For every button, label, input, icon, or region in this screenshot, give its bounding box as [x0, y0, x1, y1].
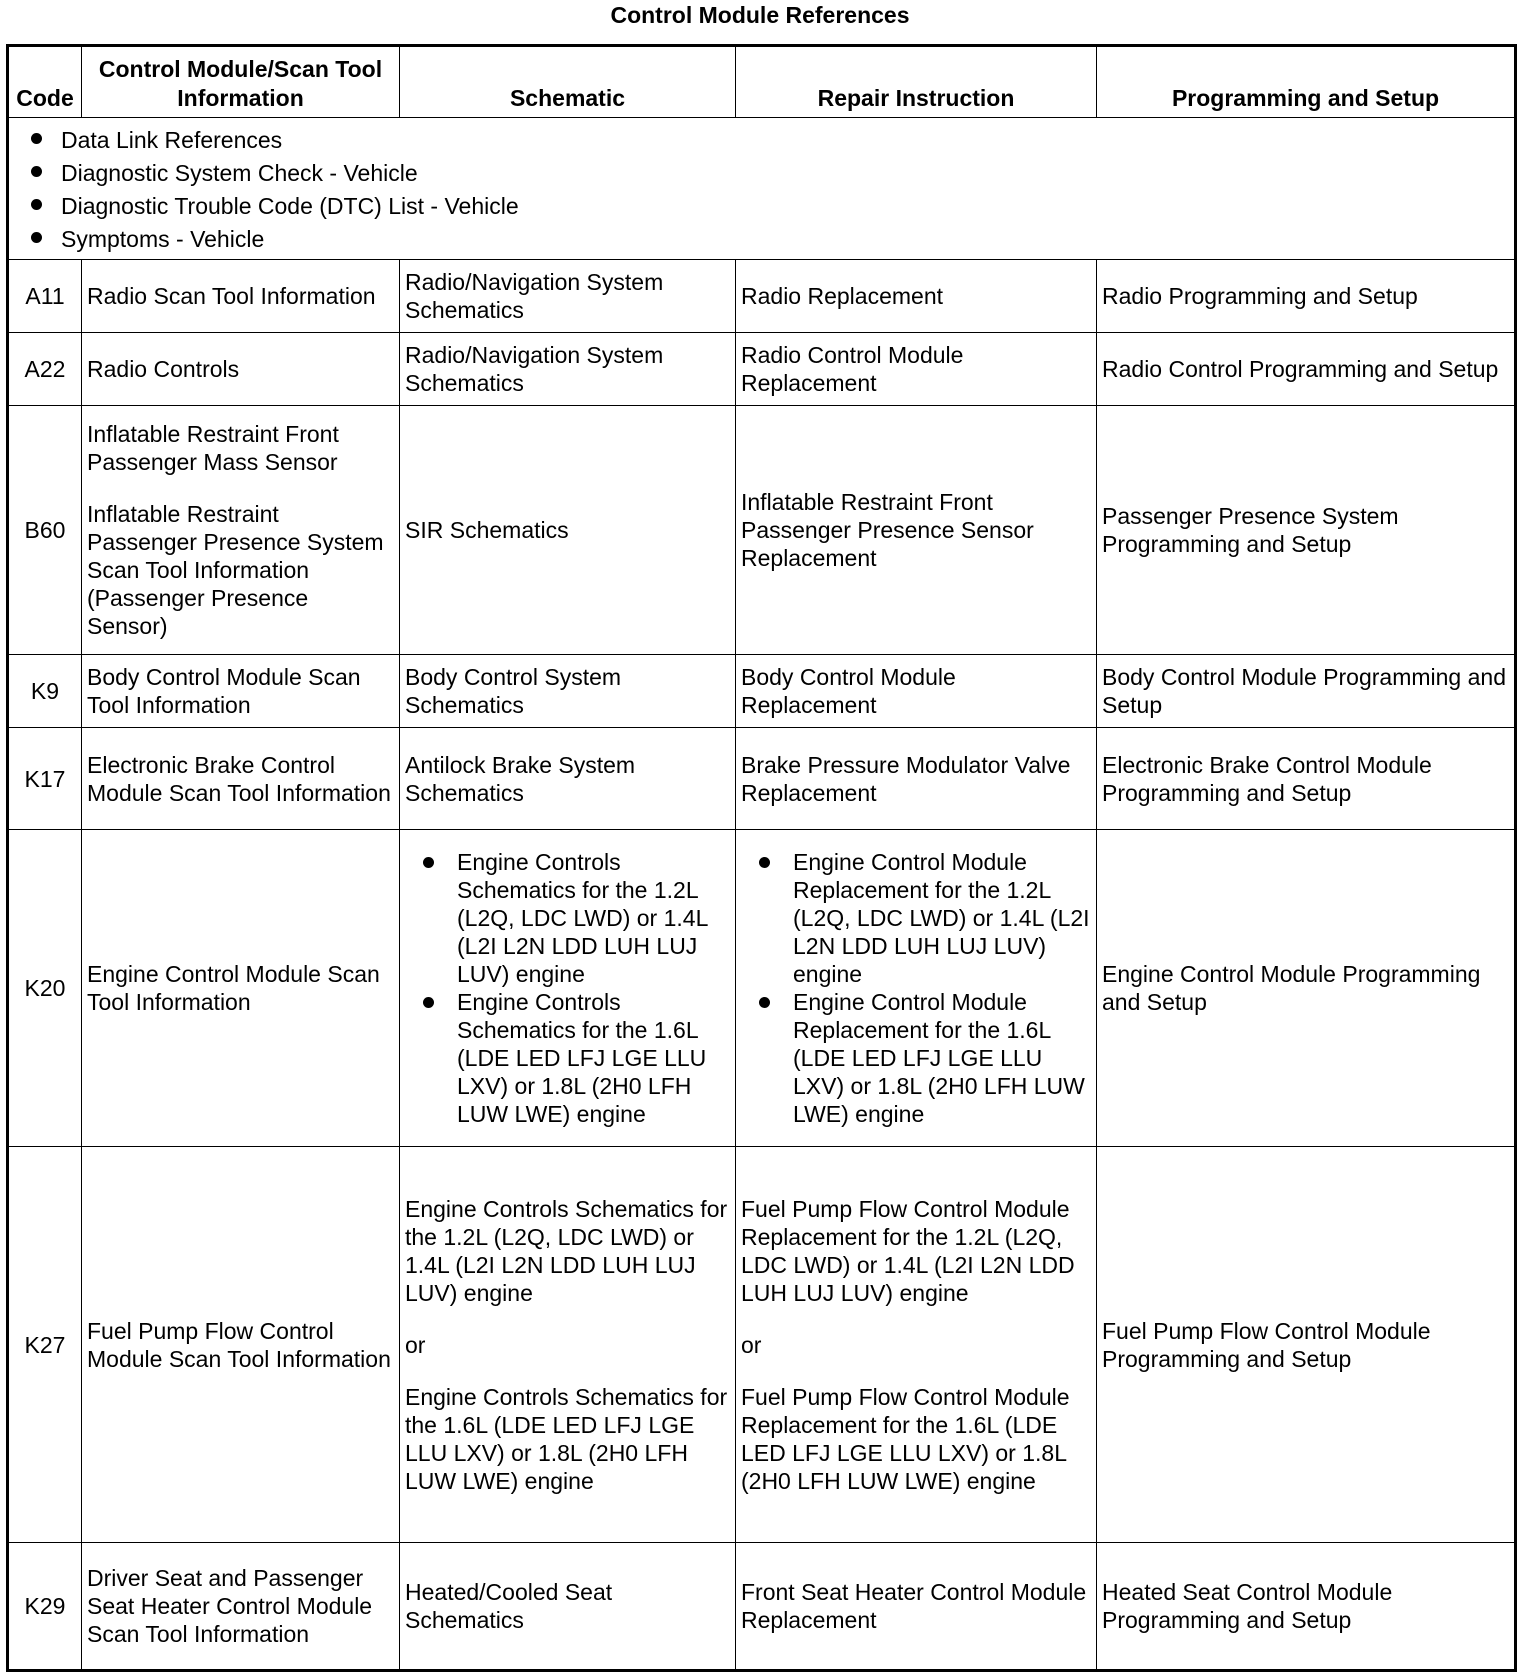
- programming-cell[interactable]: Radio Control Programming and Setup: [1097, 333, 1516, 406]
- programming-cell[interactable]: Engine Control Module Programming and Setup: [1097, 830, 1516, 1147]
- table-row: [8, 728, 1516, 830]
- table-row: [8, 1543, 1516, 1671]
- module-entry[interactable]: Inflatable Restraint Front Passenger Mass Sensor: [87, 421, 339, 475]
- control-module-references-table: [6, 44, 1517, 1672]
- list-item[interactable]: Engine Controls Schematics for the 1.2L (L2Q, LDC LWD) or 1.4L (L2I L2N LDD LUH LUJ LUV) engine: [405, 848, 733, 988]
- row-code: A22: [8, 333, 82, 406]
- row-code: A11: [8, 260, 82, 333]
- module-cell[interactable]: Radio Controls: [82, 333, 400, 406]
- repair-option[interactable]: Fuel Pump Flow Control Module Replacement for the 1.2L (L2Q, LDC LWD) or 1.4L (L2I L2N LDD LUH LUJ LUV) engine: [741, 1195, 1075, 1306]
- programming-cell[interactable]: Heated Seat Control Module Programming and Setup: [1097, 1543, 1516, 1671]
- list-item[interactable]: Data Link References: [9, 124, 1514, 157]
- module-cell[interactable]: Electronic Brake Control Module Scan Tool Information: [82, 728, 400, 830]
- or-label: or: [741, 1331, 762, 1358]
- schematic-cell[interactable]: Radio/Navigation System Schematics: [400, 333, 736, 406]
- list-item[interactable]: Engine Control Module Replacement for the 1.6L (LDE LED LFJ LGE LLU LXV) or 1.8L (2H0 LFH LUW LWE) engine: [741, 988, 1094, 1128]
- repair-cell[interactable]: Radio Control Module Replacement: [736, 333, 1097, 406]
- row-code: K20: [8, 830, 82, 1147]
- repair-cell[interactable]: Inflatable Restraint Front Passenger Presence Sensor Replacement: [736, 406, 1097, 655]
- row-code: K9: [8, 655, 82, 728]
- header-programming: Programming and Setup: [1097, 46, 1516, 118]
- schematic-option[interactable]: Engine Controls Schematics for the 1.6L (LDE LED LFJ LGE LLU LXV) or 1.8L (2H0 LFH LUW LWE) engine: [405, 1383, 728, 1494]
- list-item[interactable]: Symptoms - Vehicle: [9, 223, 1514, 256]
- general-references-list: [9, 124, 1514, 256]
- module-cell[interactable]: Radio Scan Tool Information: [82, 260, 400, 333]
- list-item[interactable]: Diagnostic Trouble Code (DTC) List - Vehicle: [9, 190, 1514, 223]
- schematic-cell[interactable]: Antilock Brake System Schematics: [400, 728, 736, 830]
- module-cell[interactable]: Body Control Module Scan Tool Information: [82, 655, 400, 728]
- schematic-cell: [400, 830, 736, 1147]
- programming-cell[interactable]: Electronic Brake Control Module Programming and Setup: [1097, 728, 1516, 830]
- or-label: or: [405, 1331, 426, 1358]
- header-row: [8, 46, 1516, 118]
- page-title: Control Module References: [610, 2, 910, 28]
- table-row: [8, 406, 1516, 655]
- schematic-option[interactable]: Engine Controls Schematics for the 1.2L (L2Q, LDC LWD) or 1.4L (L2I L2N LDD LUH LUJ LUV) engine: [405, 1195, 728, 1306]
- row-code: B60: [8, 406, 82, 655]
- schematic-cell[interactable]: SIR Schematics: [400, 406, 736, 655]
- table-row: [8, 333, 1516, 406]
- row-code: K27: [8, 1147, 82, 1543]
- module-cell: [82, 406, 400, 655]
- schematic-list: [405, 848, 733, 1128]
- table-row: [8, 260, 1516, 333]
- module-cell[interactable]: Fuel Pump Flow Control Module Scan Tool Information: [82, 1147, 400, 1543]
- programming-cell[interactable]: Passenger Presence System Programming and Setup: [1097, 406, 1516, 655]
- repair-cell[interactable]: Radio Replacement: [736, 260, 1097, 333]
- list-item[interactable]: Engine Control Module Replacement for the 1.2L (L2Q, LDC LWD) or 1.4L (L2I L2N LDD LUH LUJ LUV) engine: [741, 848, 1094, 988]
- table-row: [8, 655, 1516, 728]
- header-module: Control Module/Scan Tool Information: [82, 46, 400, 118]
- general-references-row: [8, 118, 1516, 260]
- row-code: K17: [8, 728, 82, 830]
- programming-cell[interactable]: Fuel Pump Flow Control Module Programming and Setup: [1097, 1147, 1516, 1543]
- row-code: K29: [8, 1543, 82, 1671]
- module-entry[interactable]: Inflatable Restraint Passenger Presence System Scan Tool Information (Passenger Presence Sensor): [87, 501, 384, 639]
- module-cell[interactable]: Engine Control Module Scan Tool Information: [82, 830, 400, 1147]
- module-cell[interactable]: Driver Seat and Passenger Seat Heater Control Module Scan Tool Information: [82, 1543, 400, 1671]
- repair-option[interactable]: Fuel Pump Flow Control Module Replacement for the 1.6L (LDE LED LFJ LGE LLU LXV) or 1.8L (2H0 LFH LUW LWE) engine: [741, 1383, 1070, 1494]
- programming-cell[interactable]: Radio Programming and Setup: [1097, 260, 1516, 333]
- list-item[interactable]: Diagnostic System Check - Vehicle: [9, 157, 1514, 190]
- header-code: Code: [8, 46, 82, 118]
- schematic-cell[interactable]: Body Control System Schematics: [400, 655, 736, 728]
- schematic-cell: [400, 1147, 736, 1543]
- table-row: [8, 830, 1516, 1147]
- repair-cell[interactable]: Brake Pressure Modulator Valve Replacement: [736, 728, 1097, 830]
- header-schematic: Schematic: [400, 46, 736, 118]
- table-row: [8, 1147, 1516, 1543]
- repair-cell: [736, 1147, 1097, 1543]
- repair-list: [741, 848, 1094, 1128]
- repair-cell[interactable]: Body Control Module Replacement: [736, 655, 1097, 728]
- programming-cell[interactable]: Body Control Module Programming and Setup: [1097, 655, 1516, 728]
- schematic-cell[interactable]: Heated/Cooled Seat Schematics: [400, 1543, 736, 1671]
- schematic-cell[interactable]: Radio/Navigation System Schematics: [400, 260, 736, 333]
- header-repair: Repair Instruction: [736, 46, 1097, 118]
- list-item[interactable]: Engine Controls Schematics for the 1.6L (LDE LED LFJ LGE LLU LXV) or 1.8L (2H0 LFH LUW LWE) engine: [405, 988, 733, 1128]
- repair-cell[interactable]: Front Seat Heater Control Module Replacement: [736, 1543, 1097, 1671]
- repair-cell: [736, 830, 1097, 1147]
